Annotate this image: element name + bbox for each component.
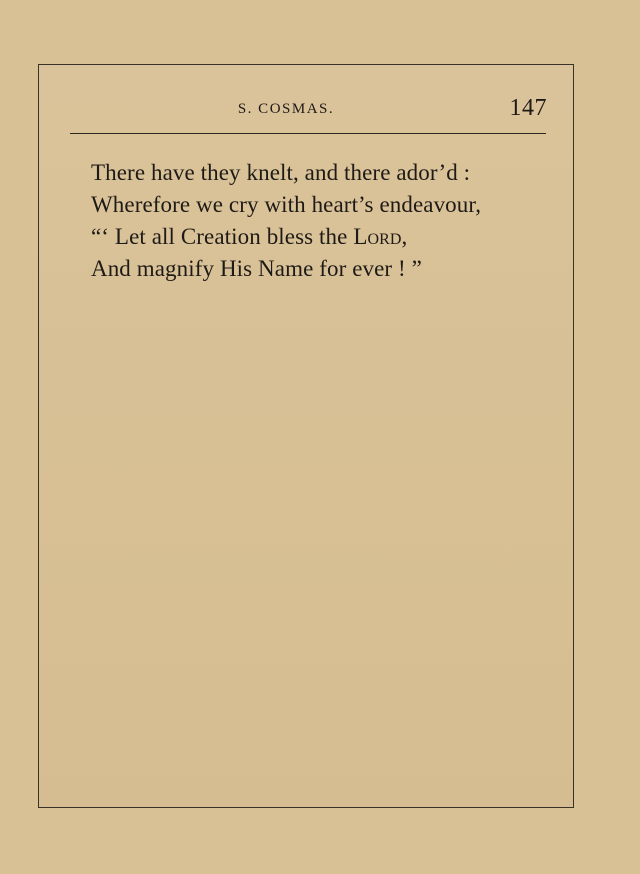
page-number: 147 [509,95,547,121]
header-rule [70,133,546,134]
verse-stanza [91,157,481,285]
running-title: S. COSMAS. [237,101,335,117]
page-border-frame [38,64,574,808]
verse-line-3 [91,221,481,253]
verse-line-3-text: “‘ Let all Creation bless the [91,224,354,249]
verse-line-1: There have they knelt, and there ador’d : [91,160,471,185]
verse-line-3-end: , [401,224,408,249]
verse-line-3-small-caps: Lord [353,224,402,249]
verse-line-2: Wherefore we cry with heart’s endeavour, [91,192,482,217]
verse-line-4: And magnify His Name for ever ! ” [91,256,422,281]
